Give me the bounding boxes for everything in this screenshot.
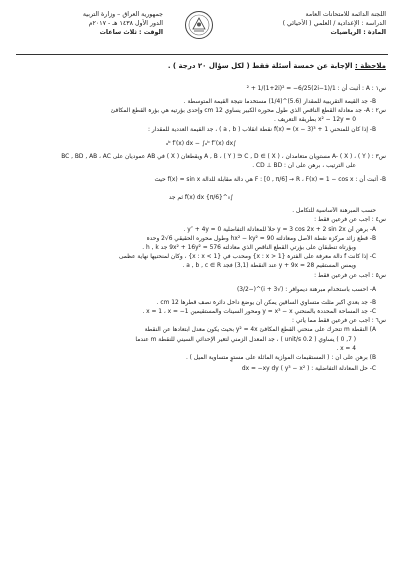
question-line: C- جد المساحة المحددة بالمنحني y = x³ − x ومحور السينات والمستقيمين x = 1 ، x = −1 . (142, 309, 376, 316)
header-divider (16, 54, 388, 55)
question-line: C- إذا كانت f دالة معرفة على الفترة {x : x > 1} ومحدب في {x : x < 1} ، وكان لمنحنيها نهاية عظمى (118, 254, 376, 261)
question-line: ∫ₐᵇ f′(x) dx − ∫ₐᵇ f″(x) dx (165, 140, 237, 147)
question-line: س٢ : A- جد معادلة القطع الناقص الذي طول محوره الكبير يساوي 12 cm وإحدى بؤرتيه هي بؤرة القطع المكافئ (110, 108, 386, 115)
question-line: A) النقطة m تتحرك على منحني القطع المكافئ y² = 4x بحيث يكون معدل ابتعادها عن النقطة (144, 327, 376, 334)
question-line: س٦ : أجب عن فرعين فقط مما يأتي : (292, 318, 386, 325)
question-line: س٥ : أجب عن فرعين فقط : (314, 272, 386, 279)
question-line: B- جد بعدي أكبر مثلث متساوي الساقين يمكن أن يوضع داخل دائرة نصف قطرها 12 cm . (156, 299, 376, 306)
committee-line: اللجنة الدائمة للامتحانات العامة (305, 11, 386, 18)
question-line: B- جد القيمة التقريبية للمقدار (5.6)^(1/4) مستخدماً نتيجة القيمة المتوسطة . (183, 99, 376, 105)
question-line: س١ : A : أثبت أن : 1/(1−2i)² + 1/(1+2i)² = −6/25 (246, 86, 386, 92)
question-line: x² − 12y = 0 بطريقة التعريف . (274, 117, 356, 124)
question-line: B- إذا كان للمنحني f(x) = (x − 3)³ + 1 نقطة انقلاب ( a , b ) ، جد القيمة العددية للمقدار : (147, 126, 376, 133)
study-line: الدراسة : الإعدادية / العلمي ( الأحيائي ) (282, 20, 386, 27)
question-line: B- قطع زائد مركزه نقطة الأصل ومعادلته hx² − ky² = 90 وطول محوره الحقيقي 6√2 وحدة (146, 235, 376, 242)
session-line: الدور الأول ١٤٣٨ هـ - ٢٠١٧م (88, 20, 163, 27)
time-line: الوقت : ثلاث ساعات (99, 29, 163, 36)
note-text: الإجابة عن خمسة أسئلة فقط ( لكل سؤال ٢٠ درجة ) . (167, 62, 353, 70)
question-line: س٤ : أجب عن فرعين فقط : (314, 217, 386, 224)
question-line: C- حل المعادلة التفاضلية : ( y³ − x² ) dx = −xy dy (241, 366, 376, 373)
question-line: حسب المبرهنة الأساسية للتكامل . (292, 208, 376, 215)
question-line: ويمس المستقيم y + 9x = 28 عند النقطة (3,1) فجد a , b , c ∈ R . (182, 263, 356, 270)
question-line: ∫₀^{π/6} f(x) dx ثم جد (168, 195, 234, 202)
question-line: B- أثبت أن : F : [0 , π/6] → R ، F(x) = 1 − cos x هي دالة مقابلة للدالة f(x) = sin x حيث (154, 177, 386, 184)
ministry-line: جمهورية العراق – وزارة التربية (82, 11, 163, 18)
header-right (236, 10, 386, 37)
question-line: x = 4 . (336, 345, 356, 352)
exam-questions (16, 80, 386, 376)
note-label: ملاحظة : (355, 62, 386, 70)
ministry-emblem-icon (184, 10, 214, 40)
header-left (18, 10, 163, 37)
question-line: وبؤرتاه تنطبقان على بؤرتي القطع الناقص الذي معادلته 9x² + 16y² = 576 جد h , k . (142, 245, 356, 252)
question-line: س٣ : A- ( X ) ، ( Y ) مستويان متعامدان ، ( X ) ∋ A , B ، ( Y ) ∋ C , D ويقطعان ( X ) في AB عموديان على BC , BD , AB ، AC (61, 153, 386, 160)
question-line: ( 7, 0 ) يساوي ( 0.2 unit/s ) ، جد المعدل الزمني لتغير الإحداثي السيني للنقطة m عندما (135, 336, 356, 343)
question-line: A- برهن أن y = 3 cos 2x + 2 sin 2x حلاً للمعادلة التفاضلية y″ + 4y = 0 . (183, 226, 376, 233)
question-line: B) برهن على أن : ( المستقيمات الموازية المائلة على مستوٍ متساوية الميل ) . (185, 355, 376, 362)
question-line: على الترتيب ، برهن على أن : CD ⊥ BD . (252, 163, 356, 170)
question-line: A- احسب باستخدام مبرهنة ديموافر : (√3 + i)^(−3/2) (236, 286, 376, 293)
instructions-note (168, 62, 386, 70)
subject-line: المادة : الرياضيات (330, 29, 386, 36)
